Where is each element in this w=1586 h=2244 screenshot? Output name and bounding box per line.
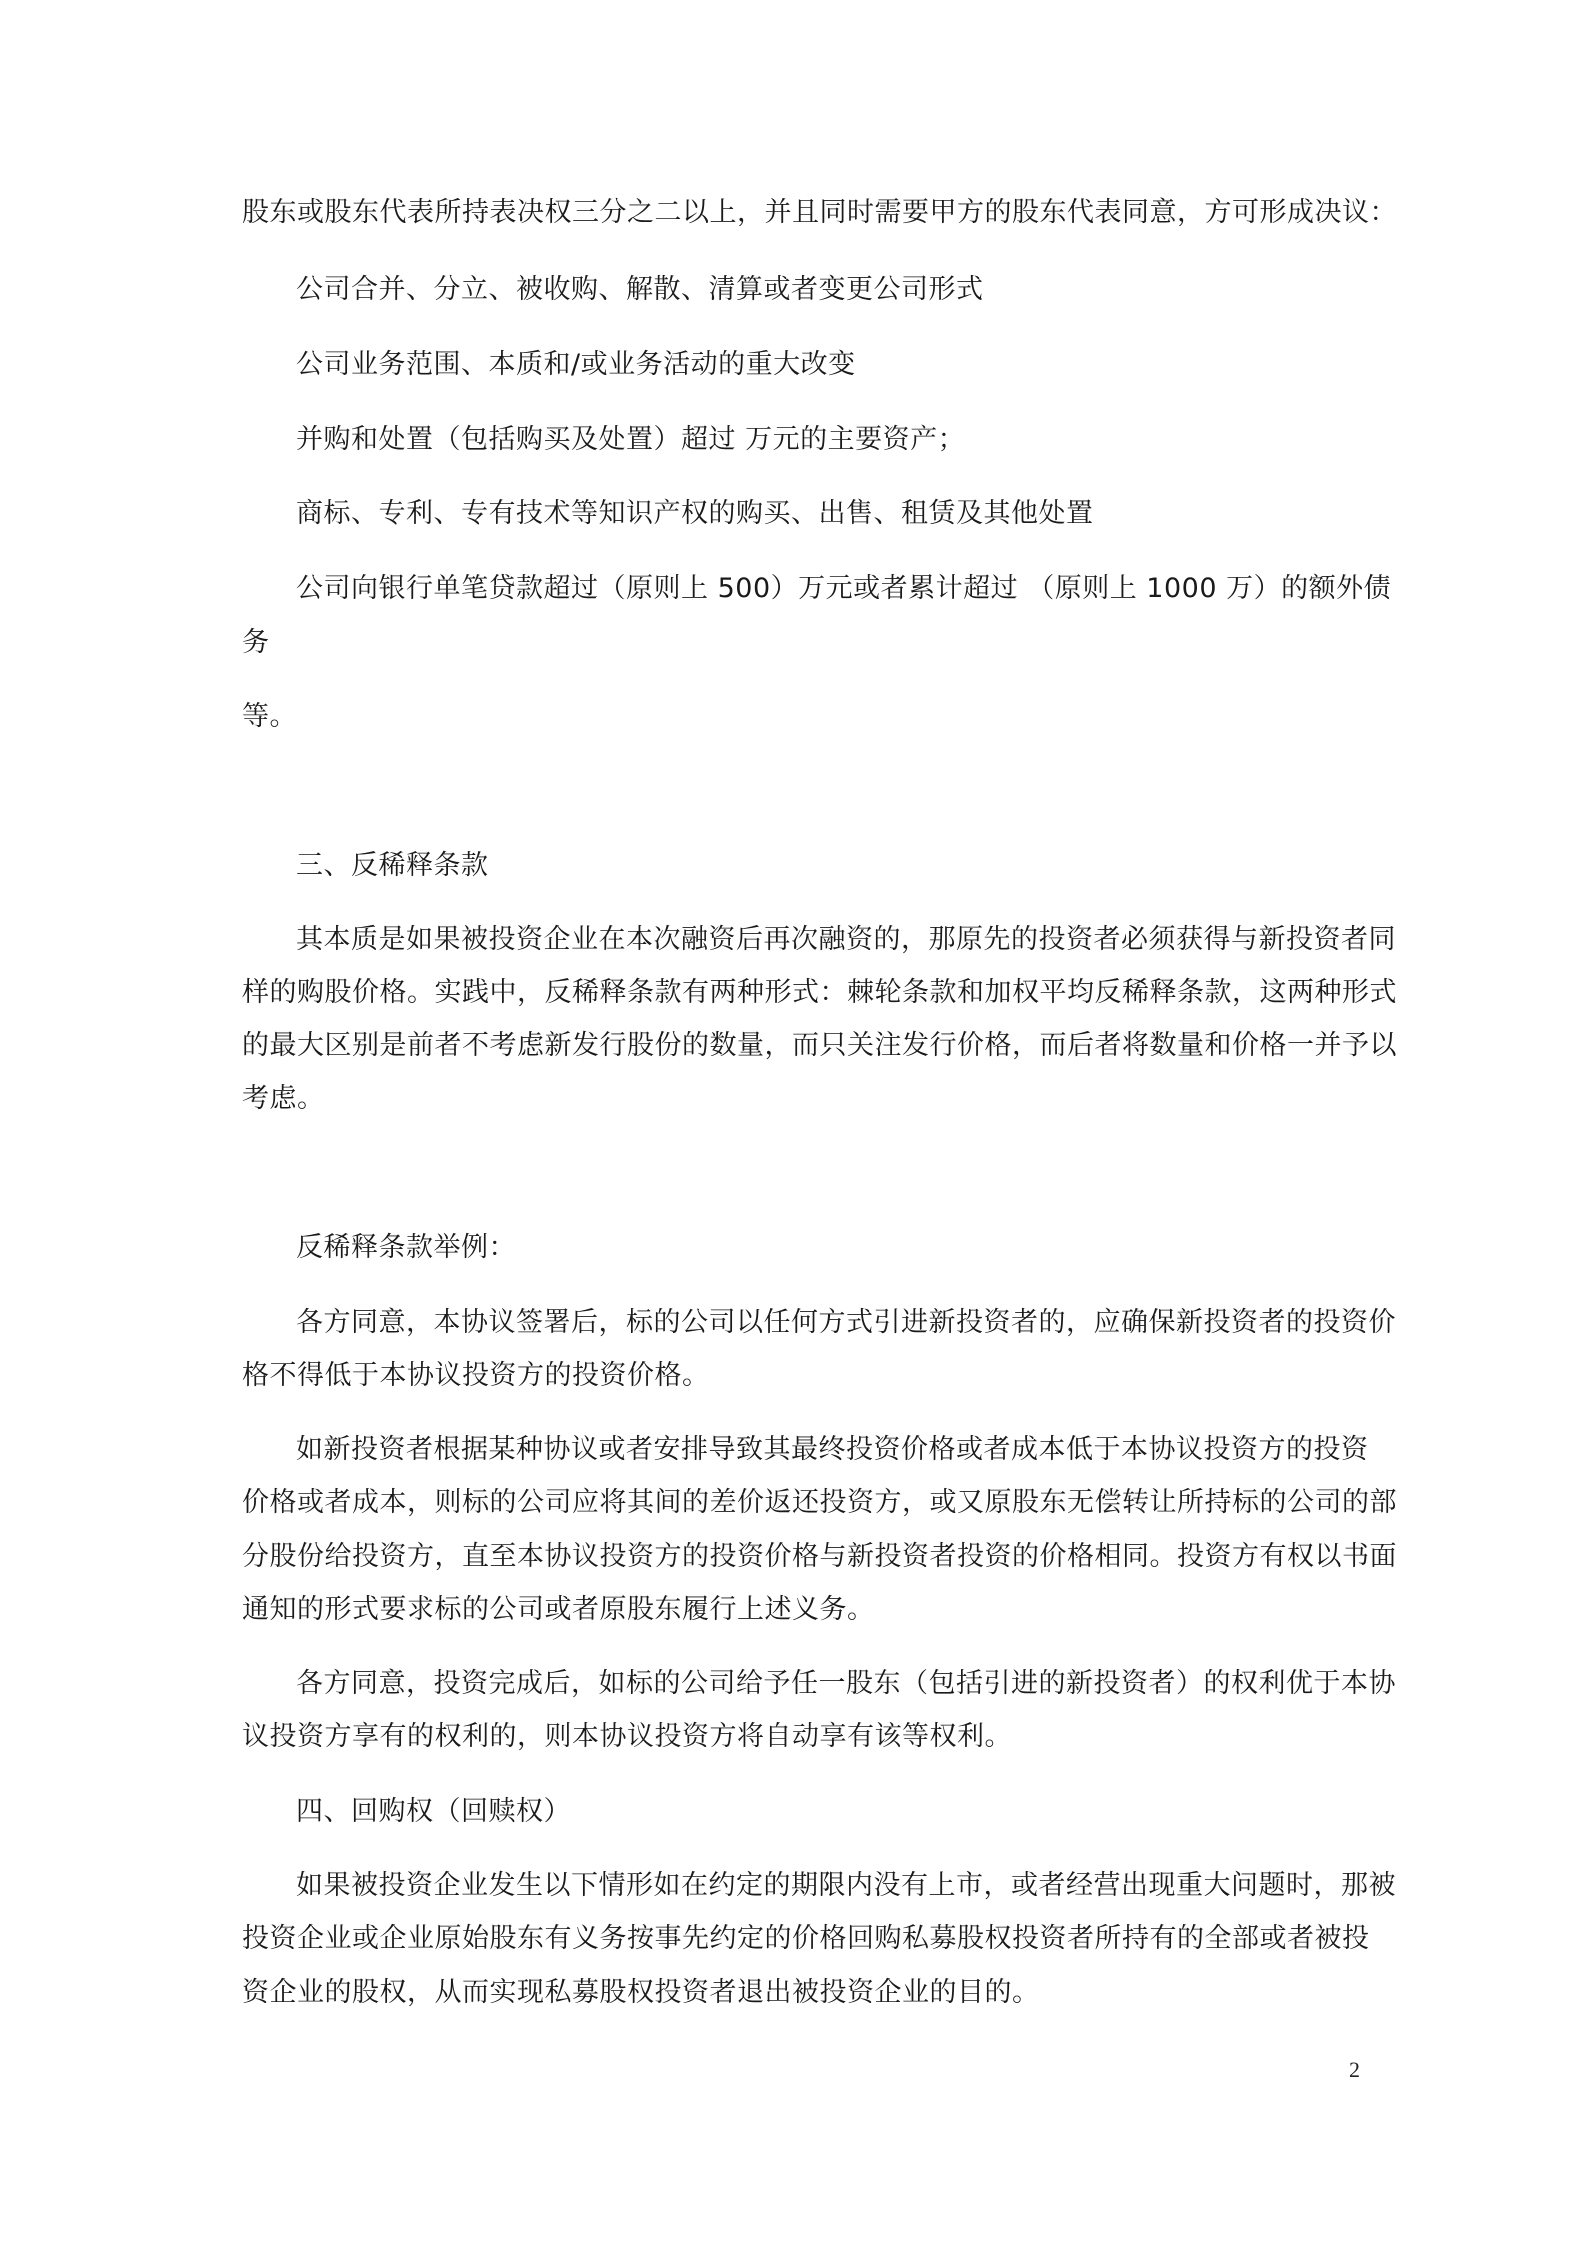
paragraph-line: 格不得低于本协议投资方的投资价格。 bbox=[242, 1360, 710, 1391]
paragraph-line: 通知的形式要求标的公司或者原股东履行上述义务。 bbox=[242, 1594, 875, 1625]
paragraph-line: 如果被投资企业发生以下情形如在约定的期限内没有上市，或者经营出现重大问题时，那被 bbox=[296, 1870, 1396, 1901]
subheading: 反稀释条款举例： bbox=[296, 1232, 516, 1263]
page-number: 2 bbox=[1349, 2057, 1360, 2082]
paragraph-line: 其本质是如果被投资企业在本次融资后再次融资的，那原先的投资者必须获得与新投资者同 bbox=[296, 924, 1396, 955]
paragraph-line: 资企业的股权，从而实现私募股权投资者退出被投资企业的目的。 bbox=[242, 1977, 1040, 2008]
paragraph-line: 各方同意，本协议签署后，标的公司以任何方式引进新投资者的，应确保新投资者的投资价 bbox=[296, 1307, 1396, 1338]
paragraph-line: 考虑。 bbox=[242, 1083, 325, 1114]
paragraph-line: 股东或股东代表所持表决权三分之二以上，并且同时需要甲方的股东代表同意，方可形成决议： bbox=[242, 197, 1397, 228]
section-heading: 四、回购权（回赎权） bbox=[296, 1796, 571, 1827]
paragraph-line: 议投资方享有的权利的，则本协议投资方将自动享有该等权利。 bbox=[242, 1721, 1012, 1752]
paragraph-line: 各方同意，投资完成后，如标的公司给予任一股东（包括引进的新投资者）的权利优于本协 bbox=[296, 1668, 1396, 1699]
paragraph-line: 的最大区别是前者不考虑新发行股份的数量，而只关注发行价格，而后者将数量和价格一并予以 bbox=[242, 1030, 1397, 1061]
paragraph-line: 务 bbox=[242, 627, 270, 658]
list-item: 公司业务范围、本质和/或业务活动的重大改变 bbox=[296, 349, 856, 380]
section-heading: 三、反稀释条款 bbox=[296, 850, 489, 881]
list-item: 公司向银行单笔贷款超过（原则上 500）万元或者累计超过 （原则上 1000 万）的额外债 bbox=[296, 573, 1392, 604]
paragraph-line: 价格或者成本，则标的公司应将其间的差价返还投资方，或又原股东无偿转让所持标的公司的部 bbox=[242, 1487, 1397, 1518]
paragraph-line: 等。 bbox=[242, 701, 297, 732]
list-item: 并购和处置（包括购买及处置）超过 万元的主要资产； bbox=[296, 424, 966, 455]
paragraph-line: 如新投资者根据某种协议或者安排导致其最终投资价格或者成本低于本协议投资方的投资 bbox=[296, 1434, 1369, 1465]
paragraph-line: 投资企业或企业原始股东有义务按事先约定的价格回购私募股权投资者所持有的全部或者被投 bbox=[242, 1923, 1370, 1954]
paragraph-line: 分股份给投资方，直至本协议投资方的投资价格与新投资者投资的价格相同。投资方有权以书面 bbox=[242, 1541, 1397, 1572]
paragraph-line: 样的购股价格。实践中，反稀释条款有两种形式：棘轮条款和加权平均反稀释条款，这两种形式 bbox=[242, 977, 1397, 1008]
list-item: 商标、专利、专有技术等知识产权的购买、出售、租赁及其他处置 bbox=[296, 498, 1094, 529]
list-item: 公司合并、分立、被收购、解散、清算或者变更公司形式 bbox=[296, 274, 984, 305]
